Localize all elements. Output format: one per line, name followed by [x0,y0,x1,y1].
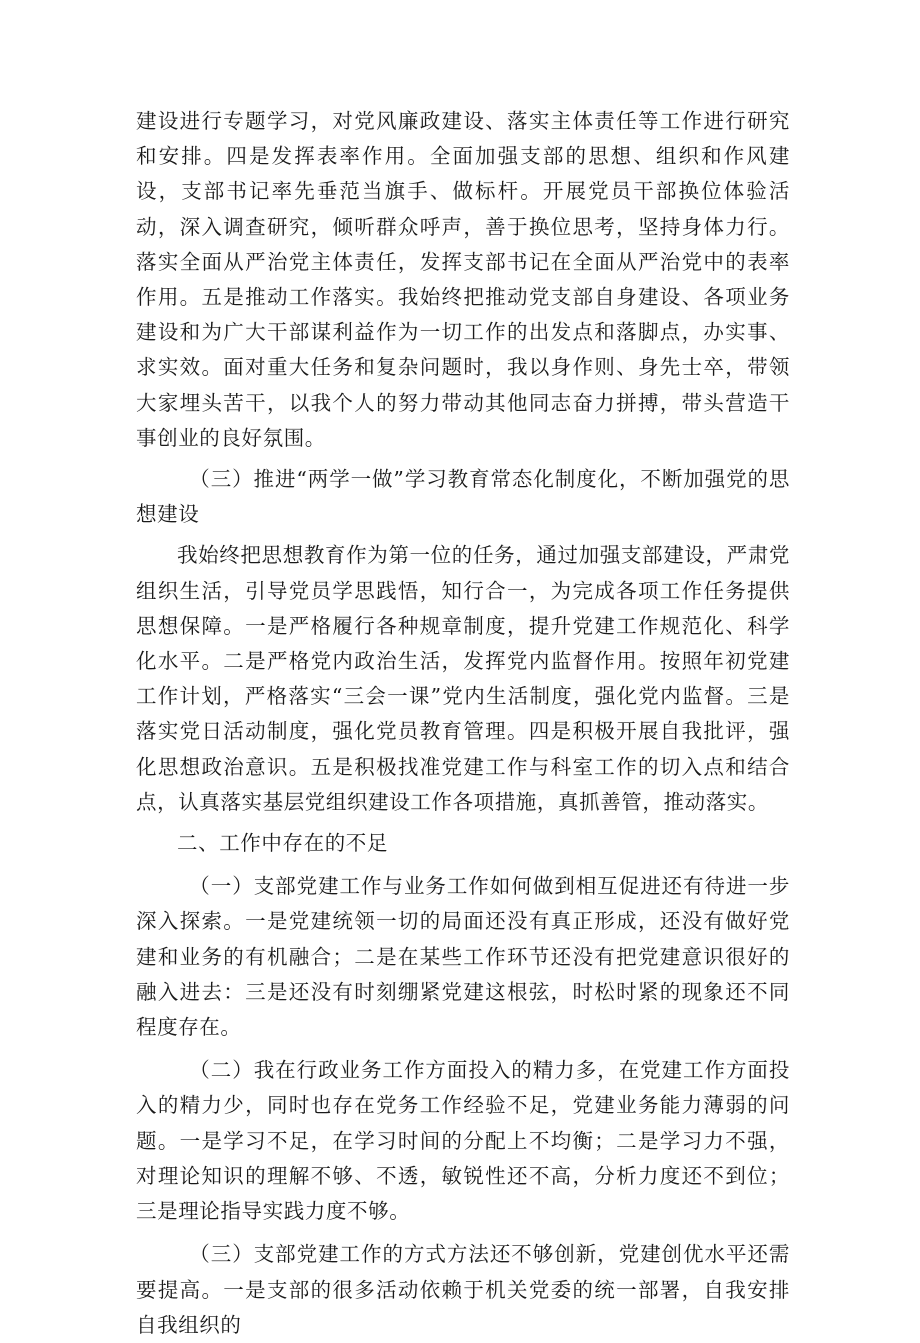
paragraph-shortcoming-three: （三）支部党建工作的方式方法还不够创新，党建创优水平还需要提高。一是支部的很多活动依赖于机关党委的统一部署，自我安排自我组织的 [136,1242,790,1337]
document-page [136,104,790,1343]
heading-section-three: （三）推进“两学一做”学习教育常态化制度化，不断加强党的思想建设 [136,467,790,527]
paragraph-ideological-education: 我始终把思想教育作为第一位的任务，通过加强支部建设，严肃党组织生活，引导党员学思践悟，知行合一，为完成各项工作任务提供思想保障。一是严格履行各种规章制度，提升党建工作规范化、科学化水平。二是严格党内政治生活，发挥党内监督作用。按照年初党建工作计划，严格落实“三会一课”党内生活制度，强化党内监督。三是落实党日活动制度，强化党员教育管理。四是积极开展自我批评，强化思想政治意识。五是积极找准党建工作与科室工作的切入点和结合点，认真落实基层党组织建设工作各项措施，真抓善管，推动落实。 [136,543,790,814]
paragraph-shortcoming-one: （一）支部党建工作与业务工作如何做到相互促进还有待进一步深入探索。一是党建统领一切的局面还没有真正形成，还没有做好党建和业务的有机融合；二是在某些工作环节还没有把党建意识很好的融入进去：三是还没有时刻绷紧党建这根弦，时松时紧的现象还不同程度存在。 [136,874,790,1040]
paragraph-shortcoming-two: （二）我在行政业务工作方面投入的精力多，在党建工作方面投入的精力少，同时也存在党务工作经验不足，党建业务能力薄弱的问题。一是学习不足，在学习时间的分配上不均衡；二是学习力不强，对理论知识的理解不够、不透，敏锐性还不高，分析力度还不到位；三是理论指导实践力度不够。 [136,1058,790,1224]
paragraph-party-work-continuation: 建设进行专题学习，对党风廉政建设、落实主体责任等工作进行研究和安排。四是发挥表率作用。全面加强支部的思想、组织和作风建设，支部书记率先垂范当旗手、做标杆。开展党员干部换位体验活动，深入调查研究，倾听群众呼声，善于换位思考，坚持身体力行。落实全面从严治党主体责任，发挥支部书记在全面从严治党中的表率作用。五是推动工作落实。我始终把推动党支部自身建设、各项业务建设和为广大干部谋利益作为一切工作的出发点和落脚点，办实事、求实效。面对重大任务和复杂问题时，我以身作则、身先士卒，带领大家埋头苦干，以我个人的努力带动其他同志奋力拼搏，带头营造干事创业的良好氛围。 [136,109,790,450]
heading-shortcomings: 二、工作中存在的不足 [177,831,388,856]
